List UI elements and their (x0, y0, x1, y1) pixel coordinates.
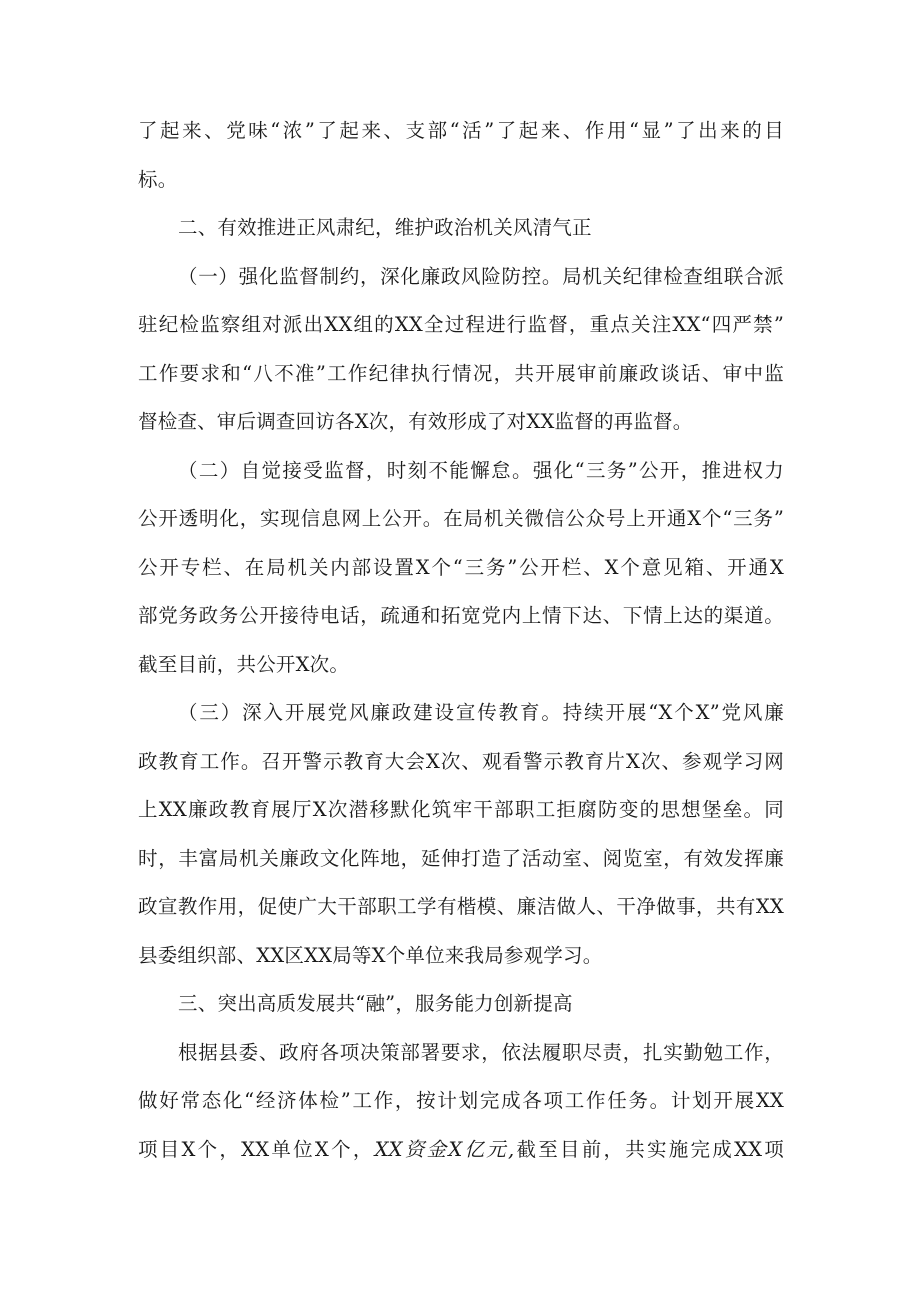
section-heading: 三、突出高质发展共“融”，服务能力创新提高 (178, 992, 573, 1015)
paragraph-line: 工作要求和“八不准”工作纪律执行情况，共开展审前廉政谈话、审中监 (138, 362, 784, 385)
section-heading: 二、有效推进正风肃纪，维护政治机关风清气正 (178, 216, 592, 239)
paragraph-line: 公开透明化，实现信息网上公开。在局机关微信公众号上开通X个“三务” (138, 507, 784, 530)
paragraph-line: 驻纪检监察组对派出XX组的XX全过程进行监督，重点关注XX“四严禁” (138, 313, 784, 336)
paragraph-line: 公开专栏、在局机关内部设置X个“三务”公开栏、X个意见箱、开通X (138, 556, 784, 579)
paragraph-line: 县委组织部、XX区XX局等X个单位来我局参观学习。 (138, 944, 603, 967)
paragraph-line: 根据县委、政府各项决策部署要求，依法履职尽责，扎实勤勉工作， (178, 1041, 784, 1064)
text-run: 截至目前，共实施完成XX项 (514, 1138, 784, 1161)
paragraph-line: 督检查、审后调查回访各X次，有效形成了对XX监督的再监督。 (138, 410, 693, 433)
italic-text-run: XX资金X亿元, (374, 1138, 515, 1161)
paragraph-line: 政教育工作。召开警示教育大会X次、观看警示教育片X次、参观学习网 (138, 750, 784, 773)
paragraph-line: 上XX廉政教育展厅X次潜移默化筑牢干部职工拒腐防变的思想堡垒。同 (138, 798, 784, 821)
paragraph-line: （二）自觉接受监督，时刻不能懈怠。强化“三务”公开，推进权力 (178, 459, 784, 482)
paragraph-line (138, 1137, 784, 1163)
paragraph-line: 做好常态化“经济体检”工作，按计划完成各项工作任务。计划开展XX (138, 1089, 784, 1112)
paragraph-line: 政宣教作用，促使广大干部职工学有楷模、廉洁做人、干净做事，共有XX (138, 895, 784, 918)
paragraph-line: （一）强化监督制约，深化廉政风险防控。局机关纪律检查组联合派 (178, 265, 784, 288)
paragraph-line: 截至目前，共公开X次。 (138, 653, 350, 676)
paragraph-line: （三）深入开展党风廉政建设宣传教育。持续开展“X个X”党风廉 (178, 701, 784, 724)
paragraph-line: 标。 (138, 168, 178, 191)
paragraph-line: 时，丰富局机关廉政文化阵地，延伸打造了活动室、阅览室，有效发挥廉 (138, 847, 784, 870)
text-run: 项目X个，XX单位X个， (138, 1138, 375, 1161)
paragraph-line: 了起来、党味“浓”了起来、支部“活”了起来、作用“显”了出来的目 (138, 119, 784, 142)
paragraph-line: 部党务政务公开接待电话，疏通和拓宽党内上情下达、下情上达的渠道。 (138, 604, 784, 627)
